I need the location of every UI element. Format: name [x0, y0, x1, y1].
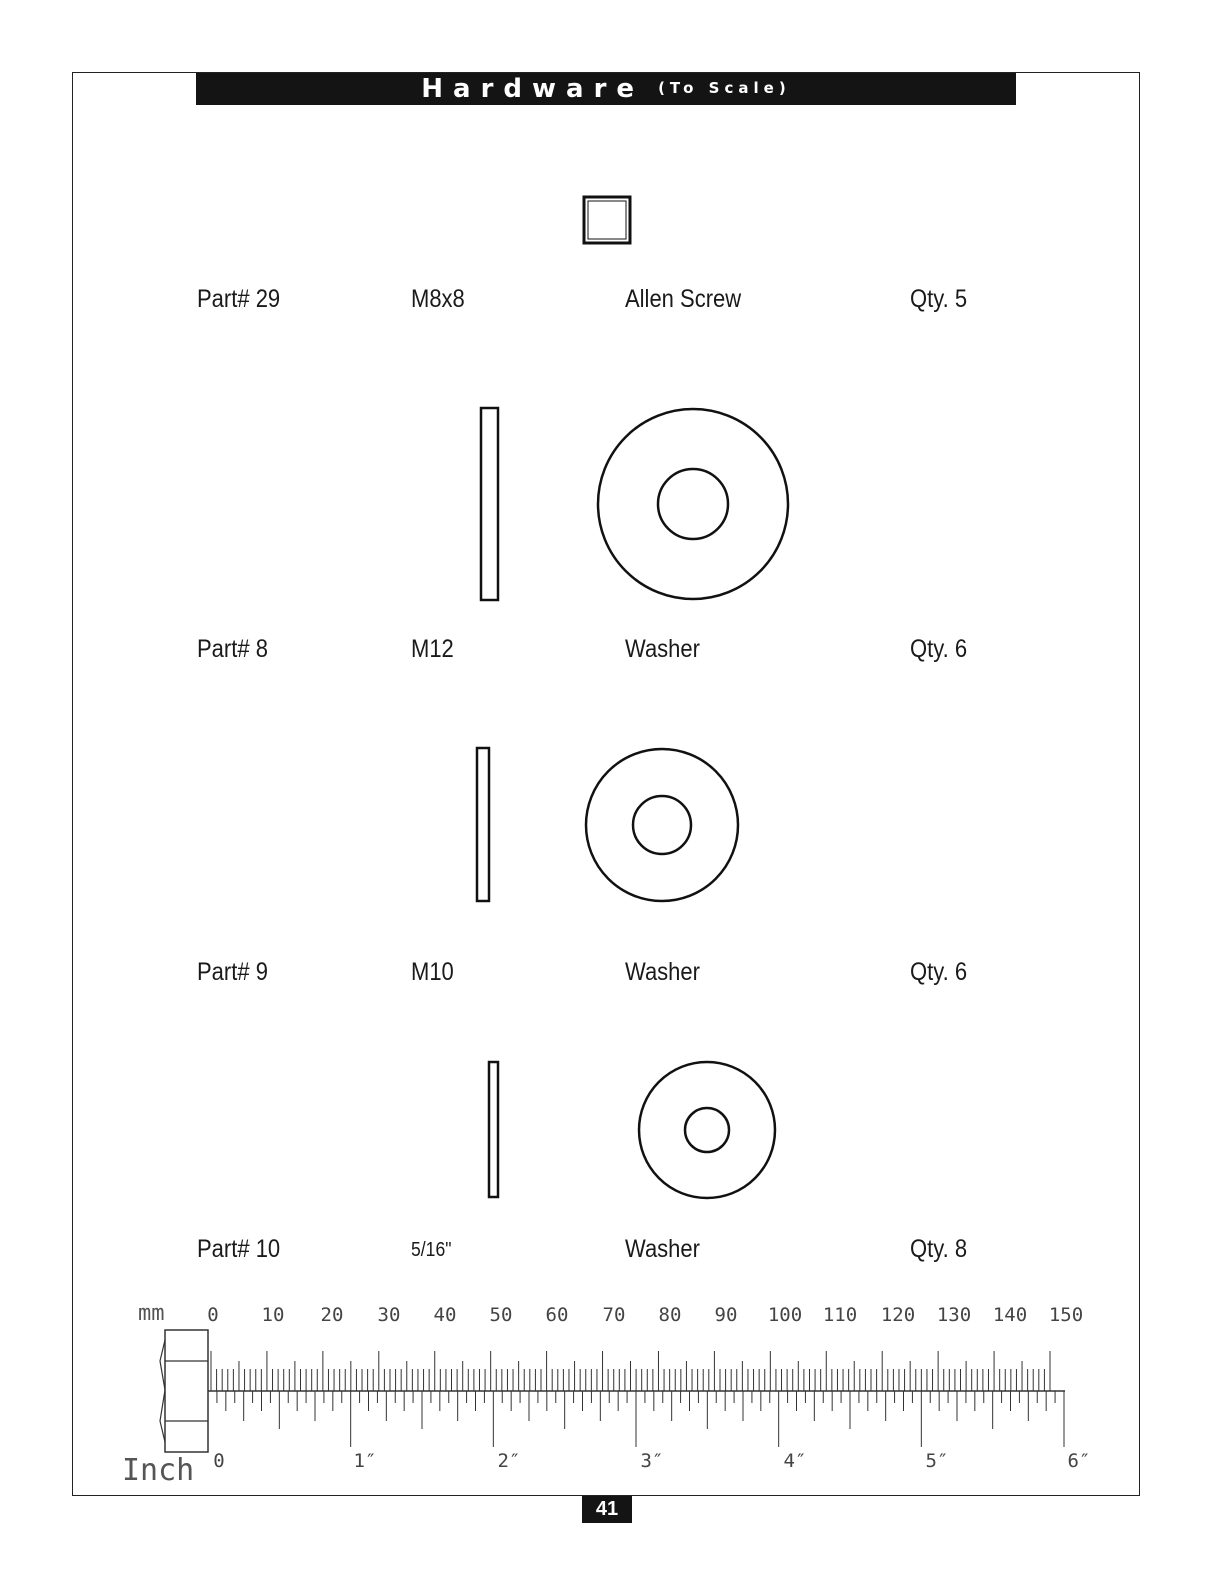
part-number: Part# 9 [197, 958, 268, 986]
inch-ticks [208, 1391, 1064, 1447]
page-number: 41 [582, 1496, 632, 1523]
inch-unit-label: Inch [122, 1453, 195, 1488]
part-qty: Qty. 5 [910, 285, 968, 313]
mm-labels [207, 1304, 1083, 1326]
part-size: 5/16" [411, 1239, 452, 1261]
mm-label: 60 [545, 1304, 569, 1326]
inch-label: 1″ [353, 1450, 377, 1472]
inch-label: 2″ [497, 1450, 521, 1472]
mm-label: 100 [767, 1304, 803, 1326]
ruler [122, 1301, 1090, 1488]
part-name: Washer [625, 635, 700, 663]
inch-label: 5″ [925, 1450, 949, 1472]
part-size: M10 [411, 958, 454, 986]
mm-label: 20 [320, 1304, 344, 1326]
washer-m12-drawing [481, 408, 788, 600]
part-size: M12 [411, 635, 454, 663]
mm-ticks [211, 1351, 1050, 1391]
inch-label: 3″ [640, 1450, 664, 1472]
mm-label: 120 [880, 1304, 916, 1326]
page-title: Hardware [421, 74, 645, 104]
part-name: Washer [625, 958, 700, 986]
part-row [0, 1235, 1224, 1265]
part-size: M8x8 [411, 285, 465, 313]
washer-5-16-drawing [489, 1062, 775, 1198]
part-number: Part# 8 [197, 635, 268, 663]
mm-unit-label: mm [138, 1301, 165, 1326]
inch-label: 0 [213, 1450, 225, 1472]
part-number: Part# 29 [197, 285, 281, 313]
part-row [0, 958, 1224, 988]
bolt-head-icon [160, 1330, 208, 1452]
part-name: Allen Screw [625, 285, 742, 313]
inch-labels [213, 1450, 1090, 1472]
allen-screw-drawing [584, 197, 630, 243]
part-name: Washer [625, 1235, 700, 1263]
inch-label: 6″ [1067, 1450, 1091, 1472]
part-qty: Qty. 6 [910, 958, 968, 986]
mm-label: 0 [207, 1304, 219, 1326]
mm-label: 90 [714, 1304, 738, 1326]
mm-label: 140 [992, 1304, 1028, 1326]
page-subtitle: (To Scale) [658, 79, 791, 97]
mm-label: 50 [489, 1304, 513, 1326]
part-qty: Qty. 6 [910, 635, 968, 663]
mm-label: 110 [822, 1304, 858, 1326]
mm-label: 80 [658, 1304, 682, 1326]
mm-label: 10 [261, 1304, 285, 1326]
mm-label: 130 [936, 1304, 972, 1326]
part-number: Part# 10 [197, 1235, 281, 1263]
part-qty: Qty. 8 [910, 1235, 968, 1263]
part-row [0, 635, 1224, 665]
mm-label: 40 [433, 1304, 457, 1326]
mm-label: 70 [602, 1304, 626, 1326]
mm-label: 150 [1048, 1304, 1084, 1326]
washer-m10-drawing [477, 748, 738, 901]
part-row [0, 285, 1224, 315]
mm-label: 30 [377, 1304, 401, 1326]
inch-label: 4″ [783, 1450, 807, 1472]
